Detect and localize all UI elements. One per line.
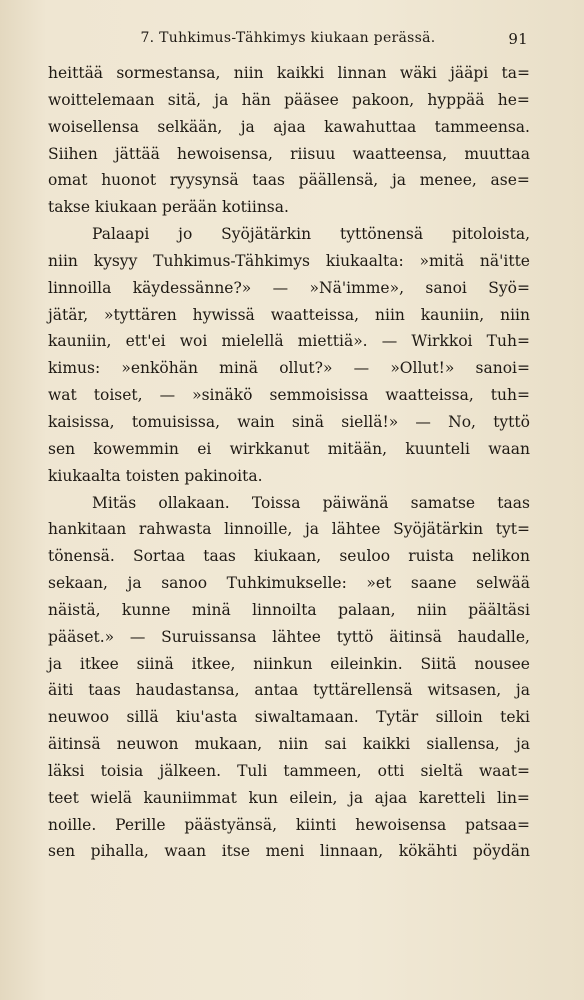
text-line: sen pihalla, waan itse meni linnaan, kökähti pöydän [48, 842, 530, 861]
text-line: heittää sormestansa, niin kaikki linnan wäki jääpi ta= [48, 64, 530, 82]
text-line: jätär, »tyttären hywissä waatteissa, niin kauniin, niin [48, 305, 530, 324]
text-line: näistä, kunne minä linnoilta palaan, niin päältäsi [48, 600, 530, 619]
text-line: kaisissa, tomuisissa, wain sinä siellä!» — No, tyttö [48, 412, 530, 431]
text-line: kiukaalta toisten pakinoita. [48, 466, 263, 485]
text-line: woittelemaan sitä, ja hän pääsee pakoon, hyppää he= [48, 90, 530, 109]
running-title: 7. Tuhkimus-Tähkimys kiukaan perässä. [140, 30, 436, 46]
text-line: omat huonot ryysynsä taas päällensä, ja menee, ase= [48, 171, 530, 190]
running-header [48, 30, 528, 46]
text-line: sekaan, ja sanoo Tuhkimukselle: »et saane selwää [48, 574, 530, 593]
text-line: takse kiukaan perään kotiinsa. [48, 198, 289, 217]
text-line: Mitäs ollakaan. Toissa päiwänä samatse taas [92, 493, 530, 512]
text-line: Palaapi jo Syöjätärkin tyttönensä pitoloista, [92, 225, 530, 244]
text-line: teet wielä kauniimmat kun eilein, ja ajaa karetteli lin= [48, 788, 530, 807]
text-line: Siihen jättää hewoisensa, riisuu waatteensa, muuttaa [48, 144, 530, 163]
text-line: pääset.» — Suruissansa lähtee tyttö äitinsä haudalle, [48, 627, 530, 646]
text-line: äitinsä neuwon mukaan, niin sai kaikki siallensa, ja [48, 735, 530, 754]
text-line: kimus: »enköhän minä ollut?» — »Ollut!» sanoi= [48, 359, 530, 378]
text-line: ja itkee siinä itkee, niinkun eileinkin. Siitä nousee [48, 654, 530, 673]
page-number: 91 [508, 30, 528, 48]
text-line: wat toiset, — »sinäkö semmoisissa waatteissa, tuh= [48, 386, 530, 405]
text-line: tönensä. Sortaa taas kiukaan, seuloo ruista nelikon [48, 547, 530, 566]
text-line: neuwoo sillä kiu'asta siwaltamaan. Tytär silloin teki [48, 708, 530, 727]
text-line: läksi toisia jälkeen. Tuli tammeen, otti sieltä waat= [48, 761, 530, 780]
text-line: hankitaan rahwasta linnoille, ja lähtee Syöjätärkin tyt= [48, 520, 530, 539]
text-line: äiti taas haudastansa, antaa tyttärellensä witsasen, ja [48, 681, 530, 700]
text-line: sen kowemmin ei wirkkanut mitään, kuunteli waan [48, 439, 530, 458]
text-line: niin kysyy Tuhkimus-Tähkimys kiukaalta: »mitä nä'itte [48, 251, 530, 270]
text-line: kauniin, ett'ei woi mielellä miettiä». — Wirkkoi Tuh= [48, 332, 530, 351]
text-line: noille. Perille päästyänsä, kiinti hewoisensa patsaa= [48, 815, 530, 834]
text-line: linnoilla käydessänne?» — »Nä'imme», sanoi Syö= [48, 278, 530, 297]
body-text [48, 60, 530, 865]
text-line: woisellensa selkään, ja ajaa kawahuttaa tammeensa. [48, 117, 530, 136]
